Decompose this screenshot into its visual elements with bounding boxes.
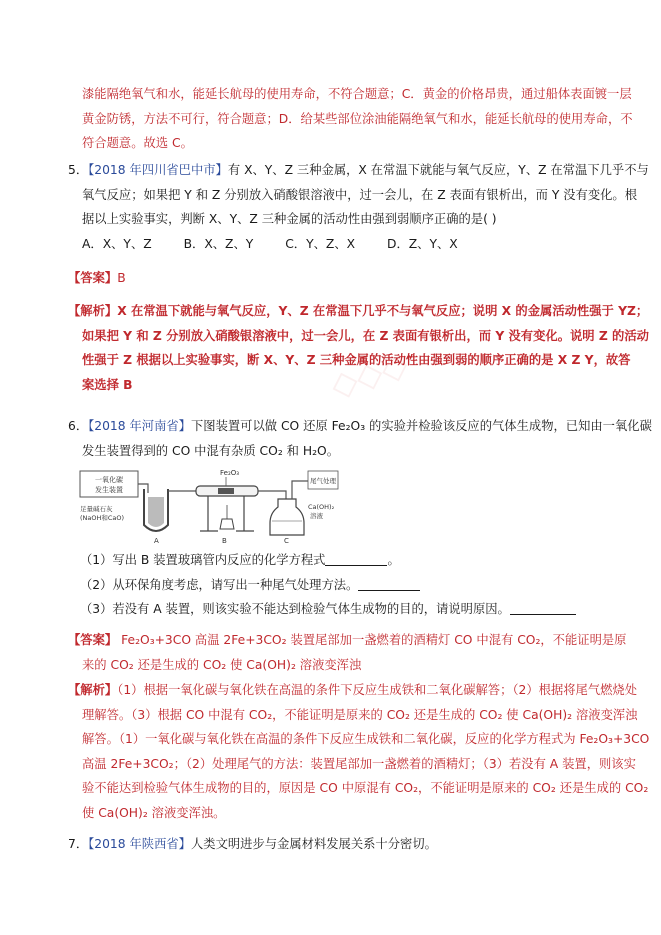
q6-sub-3-text: （3）若没有 A 装置，则该实验不能达到检验气体生成物的目的，请说明原因。 xyxy=(80,602,510,616)
q5-number: 5． xyxy=(68,163,89,177)
q7-line xyxy=(68,832,628,857)
q7-text: 人类文明进步与金属材料发展关系十分密切。 xyxy=(190,837,437,851)
q6-analysis-line: 解答。（1）一氧化碳与氧化铁在高温的条件下反应生成铁和二氧化碳，反应的化学方程式为 Fe₂O₃+3CO xyxy=(82,732,650,746)
q6-analysis xyxy=(68,678,650,825)
q5-source-tag: 【2018 年四川省巴中市】 xyxy=(88,163,228,177)
generator-label-2: 发生装置 xyxy=(95,486,123,494)
q5-line-1 xyxy=(68,158,649,183)
prev-analysis-line: 漆能隔绝氧气和水，能延长航母的使用寿命，不符合题意；C．黄金的价格昂贵，通过船体表面镀一层 xyxy=(82,87,632,101)
q6-analysis-line: 理解答。（3）根据 CO 中混有 CO₂，不能证明是原来的 CO₂ 还是生成的 CO₂ 使 Ca(OH)₂ 溶液变浑浊 xyxy=(82,707,638,722)
alcohol-lamp xyxy=(220,519,234,529)
q5-options xyxy=(68,232,628,257)
question-7 xyxy=(68,832,628,857)
q6-answer-text-1: Fe₂O₃+3CO 高温 2Fe+3CO₂ 装置尾部加一盏燃着的酒精灯 CO 中混有 CO₂，不能证明是原 xyxy=(121,633,627,647)
label-c: C xyxy=(284,537,289,545)
u-tube-fill xyxy=(148,497,164,527)
q6-subquestions xyxy=(80,548,630,622)
q6-answer xyxy=(68,628,628,677)
iron-stand xyxy=(236,496,254,531)
q6-analysis-tag: 【解析】 xyxy=(68,683,118,697)
q6-number: 6． xyxy=(68,419,89,433)
q6-sub-3-blank xyxy=(510,602,576,615)
label-a: A xyxy=(154,537,159,545)
q5-answer-tag: 【答案】 xyxy=(68,271,118,285)
q6-sub-1: （1）写出 B 装置玻璃管内反应的化学方程式 。 xyxy=(80,553,400,567)
outlet-tube xyxy=(292,481,308,499)
q5-option-b: B．X、Z、Y xyxy=(183,236,254,251)
q6-analysis-text: （1）根据一氧化碳与氧化铁在高温的条件下反应生成铁和二氧化碳解答；（2）根据将尾气燃烧处 xyxy=(117,683,638,697)
apparatus-diagram xyxy=(78,463,340,545)
fe2o3-label: Fe₂O₃ xyxy=(220,469,240,477)
label-b: B xyxy=(222,537,227,545)
absorb-label-2: (NaOH和CaO) xyxy=(80,514,125,522)
prev-analysis-line: 符合题意。故选 C。 xyxy=(82,136,193,150)
q5-line-3: 据以上实验事实，判断 X、Y、Z 三种金属的活动性由强到弱顺序正确的是( ) xyxy=(82,212,497,226)
prev-analysis-line: 黄金防锈，方法不可行，符合题意；D．给某些部位涂油能隔绝氧气和水，能延长航母的使用寿命，不 xyxy=(82,111,633,126)
q5-analysis-line xyxy=(68,299,649,324)
q6-line-2: 发生装置得到的 CO 中混有杂质 CO₂ 和 H₂O。 xyxy=(82,443,340,458)
q6-line-1 xyxy=(68,414,652,439)
q6-sub-3 xyxy=(80,597,630,622)
q6-answer-line: 来的 CO₂ 还是生成的 CO₂ 使 Ca(OH)₂ 溶液变浑浊 xyxy=(82,657,362,672)
q6-answer-tag: 【答案】 xyxy=(68,633,118,647)
question-5 xyxy=(68,158,649,256)
q6-analysis-line: 高温 2Fe+3CO₂；（2）处理尾气的方法：装置尾部加一盏燃着的酒精灯；（3）若没有 A 装置，则该实 xyxy=(82,756,636,771)
q6-text-1: 下图装置可以做 CO 还原 Fe₂O₃ 的实验并检验该反应的气体生成物，已知由一氧化碳 xyxy=(190,419,652,433)
q5-analysis-tag: 【解析】 xyxy=(68,304,118,318)
generator-label-1: 一氧化碳 xyxy=(95,476,123,484)
prev-analysis-block xyxy=(82,82,633,156)
q6-sub-2-text: （2）从环保角度考虑，请写出一种尾气处理方法。 xyxy=(80,577,359,592)
q5-text-1: 有 X、Y、Z 三种金属，X 在常温下就能与氧气反应，Y、Z 在常温下几乎不与 xyxy=(227,163,649,177)
q5-analysis-line: 如果把 Y 和 Z 分别放入硝酸银溶液中，过一会儿，在 Z 表面有银析出，而 Y 没有变化。说明 Z 的活动 xyxy=(82,328,649,343)
q6-answer-line xyxy=(68,628,628,653)
question-6 xyxy=(68,414,652,463)
q6-analysis-line xyxy=(68,678,638,703)
q7-number: 7． xyxy=(68,837,89,851)
q6-sub-2 xyxy=(80,573,630,598)
q5-option-d: D．Z、Y、X xyxy=(386,236,458,251)
iron-stand xyxy=(200,496,218,531)
absorb-label-1: 足量碱石灰 xyxy=(80,505,113,513)
q5-answer-value: B xyxy=(117,271,126,285)
q5-option-a: A．X、Y、Z xyxy=(82,236,152,251)
q7-source-tag: 【2018 年陕西省】 xyxy=(88,837,191,851)
q6-analysis-line: 使 Ca(OH)₂ 溶液变浑浊。 xyxy=(82,805,226,820)
watermark: ◇◇◇ xyxy=(325,343,413,407)
q5-answer xyxy=(68,266,126,291)
q6-analysis-line: 验不能达到检验气体生成物的目的，原因是 CO 中原混有 CO₂，不能证明是原来的 CO₂ 还是生成的 CO₂ xyxy=(82,781,649,795)
q6-sub-2-blank xyxy=(358,578,420,591)
q5-line-2: 氧气反应；如果把 Y 和 Z 分别放入硝酸银溶液中，过一会儿，在 Z 表面有银析出，而 Y 没有变化。根 xyxy=(82,187,638,202)
flask-c xyxy=(270,499,304,535)
caoh2-label-2: 溶液 xyxy=(310,512,323,520)
tail-gas-label: 尾气处理 xyxy=(310,477,336,485)
q5-analysis-line: 案选择 B xyxy=(82,377,133,392)
q5-option-c: C．Y、Z、X xyxy=(285,236,356,251)
q5-analysis-text: X 在常温下就能与氧气反应，Y、Z 在常温下几乎不与氧气反应；说明 X 的金属活动性强于 YZ； xyxy=(117,304,649,318)
q6-sub-1-blank xyxy=(325,553,387,566)
caoh2-label-1: Ca(OH)₂ xyxy=(308,503,335,511)
q5-analysis-line: 性强于 Z 根据以上实验事实，断 X、Y、Z 三种金属的活动性由强到弱的顺序正确的是 X Z Y，故答 xyxy=(82,353,631,367)
q5-analysis xyxy=(68,299,649,397)
q6-source-tag: 【2018 年河南省】 xyxy=(88,419,191,433)
q6-sub-1-text: （1）写出 B 装置玻璃管内反应的化学方程式 xyxy=(80,553,326,567)
fe2o3-sample xyxy=(218,488,234,494)
